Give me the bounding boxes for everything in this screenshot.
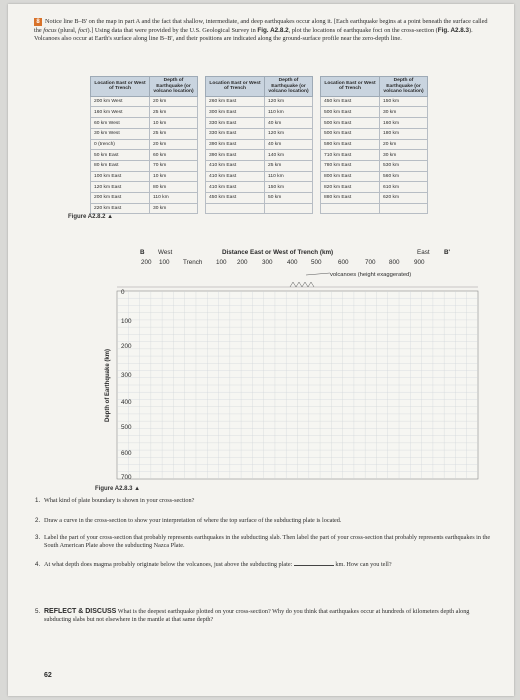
cross-section-right-marker: B' bbox=[444, 249, 451, 256]
depth-cell: 110 km bbox=[265, 171, 313, 182]
page-number: 62 bbox=[44, 672, 52, 679]
depth-cell: 20 km bbox=[150, 139, 198, 150]
x-tick-label: 500 bbox=[311, 259, 322, 266]
activity-number-badge: 8 bbox=[34, 18, 42, 26]
volcano-leader-line bbox=[306, 273, 330, 275]
depth-cell: 610 km bbox=[380, 182, 428, 193]
x-tick-label: Trench bbox=[183, 259, 203, 266]
x-axis-title: Distance East or West of Trench (km) bbox=[222, 249, 334, 256]
location-cell: 200 km West bbox=[91, 96, 150, 107]
location-cell: 60 km West bbox=[91, 118, 150, 129]
location-cell: 220 km East bbox=[91, 203, 150, 214]
volcano-label: volcanoes (height exaggerated) bbox=[330, 272, 412, 278]
depth-cell: 80 km bbox=[150, 182, 198, 193]
volcano-symbol bbox=[290, 282, 296, 287]
location-cell: 450 km East bbox=[321, 96, 380, 107]
east-label: East bbox=[417, 249, 430, 256]
depth-cell: 110 km bbox=[150, 192, 198, 203]
depth-cell: 110 km bbox=[265, 107, 313, 118]
question-4: 4. At what depth does magma probably originate below the volcanoes, just above the subducting plate: km. How can you tell? bbox=[35, 561, 392, 568]
depth-cell: 30 km bbox=[380, 150, 428, 161]
column-header: Location East or West of Trench bbox=[206, 77, 265, 97]
column-header: Location East or West of Trench bbox=[91, 77, 150, 97]
location-cell: 410 km East bbox=[206, 182, 265, 193]
y-tick-label: 500 bbox=[121, 424, 132, 431]
location-cell: 710 km East bbox=[321, 150, 380, 161]
depth-cell: 180 km bbox=[380, 128, 428, 139]
depth-cell: 40 km bbox=[265, 139, 313, 150]
depth-cell: 10 km bbox=[150, 118, 198, 129]
x-tick-label: 100 bbox=[216, 259, 227, 266]
cross-section-left-marker: B bbox=[140, 249, 145, 256]
depth-cell: 30 km bbox=[150, 203, 198, 214]
figure-caption: Figure A2.8.3 ▲ bbox=[95, 486, 141, 492]
depth-cell: 560 km bbox=[380, 171, 428, 182]
depth-cell: 120 km bbox=[265, 128, 313, 139]
location-cell: 390 km East bbox=[206, 150, 265, 161]
location-cell: 390 km East bbox=[206, 139, 265, 150]
x-tick-label: 200 bbox=[141, 259, 152, 266]
depth-cell: 150 km bbox=[380, 96, 428, 107]
volcano-symbol bbox=[302, 282, 308, 287]
location-cell: 500 km East bbox=[321, 128, 380, 139]
location-cell: 100 km East bbox=[91, 171, 150, 182]
depth-cell: 120 km bbox=[265, 96, 313, 107]
location-cell: 450 km East bbox=[206, 192, 265, 203]
x-tick-label: 800 bbox=[389, 259, 400, 266]
y-tick-label: 200 bbox=[121, 343, 132, 350]
location-cell: 820 km East bbox=[321, 182, 380, 193]
depth-cell: 70 km bbox=[150, 160, 198, 171]
location-cell: 260 km East bbox=[206, 96, 265, 107]
location-cell: 410 km East bbox=[206, 160, 265, 171]
depth-cell: 25 km bbox=[265, 160, 313, 171]
answer-blank[interactable] bbox=[294, 565, 334, 566]
column-header: Depth of Earthquake (or volcano location) bbox=[150, 77, 198, 97]
location-cell: 200 km East bbox=[91, 192, 150, 203]
question-2: 2. Draw a curve in the cross-section to show your interpretation of where the top surface of the subducting plate is located. bbox=[35, 517, 342, 524]
depth-cell: 30 km bbox=[380, 107, 428, 118]
depth-cell: 50 km bbox=[265, 192, 313, 203]
depth-cell: 10 km bbox=[150, 171, 198, 182]
x-tick-label: 400 bbox=[287, 259, 298, 266]
depth-cell: 150 km bbox=[265, 182, 313, 193]
depth-cell: 620 km bbox=[380, 192, 428, 203]
depth-cell: 160 km bbox=[380, 118, 428, 129]
x-tick-label: 300 bbox=[262, 259, 273, 266]
x-tick-label: 200 bbox=[237, 259, 248, 266]
x-tick-label: 600 bbox=[338, 259, 349, 266]
location-cell: 160 km West bbox=[91, 107, 150, 118]
volcano-symbol bbox=[308, 282, 314, 287]
workbook-page bbox=[8, 4, 514, 696]
west-label: West bbox=[158, 249, 173, 256]
depth-cell: 40 km bbox=[265, 118, 313, 129]
y-axis-title: Depth of Earthquake (km) bbox=[105, 348, 111, 422]
depth-cell: 25 km bbox=[150, 128, 198, 139]
y-tick-label: 300 bbox=[121, 372, 132, 379]
depth-cell: 60 km bbox=[150, 150, 198, 161]
location-cell: 410 km East bbox=[206, 171, 265, 182]
depth-cell: 530 km bbox=[380, 160, 428, 171]
figure-caption: Figure A2.8.2 ▲ bbox=[68, 214, 114, 220]
column-header: Depth of Earthquake (or volcano location) bbox=[380, 77, 428, 97]
y-tick-label: 600 bbox=[121, 450, 132, 457]
column-header: Location East or West of Trench bbox=[321, 77, 380, 97]
x-tick-label: 700 bbox=[365, 259, 376, 266]
depth-cell: 25 km bbox=[150, 107, 198, 118]
y-tick-label: 400 bbox=[121, 399, 132, 406]
reflect-discuss: 5. REFLECT & DISCUSS What is the deepest earthquake plotted on your cross-section? Why do you think that earthquakes occur at hundreds of kilometers depth along subducting slabs but not elsewhere in the mantle at that same depth? bbox=[35, 608, 470, 624]
y-tick-label: 100 bbox=[121, 318, 132, 325]
depth-cell: 20 km bbox=[380, 139, 428, 150]
volcano-symbol bbox=[296, 282, 302, 287]
x-tick-label: 900 bbox=[414, 259, 425, 266]
location-cell: 800 km East bbox=[321, 171, 380, 182]
location-cell: 300 km East bbox=[206, 107, 265, 118]
location-cell: 330 km East bbox=[206, 128, 265, 139]
question-3: 3. Label the part of your cross-section that probably represents earthquakes in the subducting slab. Then label the part of your cross-section that probably represents earthquakes in the South American Plate above the subducting Nazca Plate. bbox=[35, 534, 491, 550]
column-header: Depth of Earthquake (or volcano location) bbox=[265, 77, 313, 97]
location-cell: 330 km East bbox=[206, 118, 265, 129]
question-1: 1. What kind of plate boundary is shown in your cross-section? bbox=[35, 497, 195, 504]
location-cell: 880 km East bbox=[321, 192, 380, 203]
location-cell: 500 km East bbox=[321, 107, 380, 118]
location-cell: 80 km East bbox=[91, 160, 150, 171]
x-tick-label: 100 bbox=[159, 259, 170, 266]
location-cell: 0 (trench) bbox=[91, 139, 150, 150]
y-tick-label: 0 bbox=[121, 289, 125, 296]
depth-cell: 20 km bbox=[150, 96, 198, 107]
intro-paragraph: 8 Notice line B–B' on the map in part A and the fact that shallow, intermediate, and deep earthquakes occur along it. [Each earthquake begins at a point beneath the surface called the focus (plural, foci).] Using data that were provided by the U.S. Geological Survey in Fig. A2.8.2, plot the locations of earthquake foci on the cross-section (Fig. A2.8.3). Volcanoes also occur at Earth's surface along line B–B', and their positions are indicated along the ground-surface profile near the zero-depth line. bbox=[34, 18, 488, 43]
location-cell: 50 km East bbox=[91, 150, 150, 161]
location-cell: 590 km East bbox=[321, 139, 380, 150]
location-cell: 780 km East bbox=[321, 160, 380, 171]
y-tick-label: 700 bbox=[121, 474, 132, 481]
location-cell: 30 km West bbox=[91, 128, 150, 139]
depth-cell: 140 km bbox=[265, 150, 313, 161]
cross-section-plot bbox=[8, 4, 514, 504]
location-cell: 500 km East bbox=[321, 118, 380, 129]
location-cell: 120 km East bbox=[91, 182, 150, 193]
